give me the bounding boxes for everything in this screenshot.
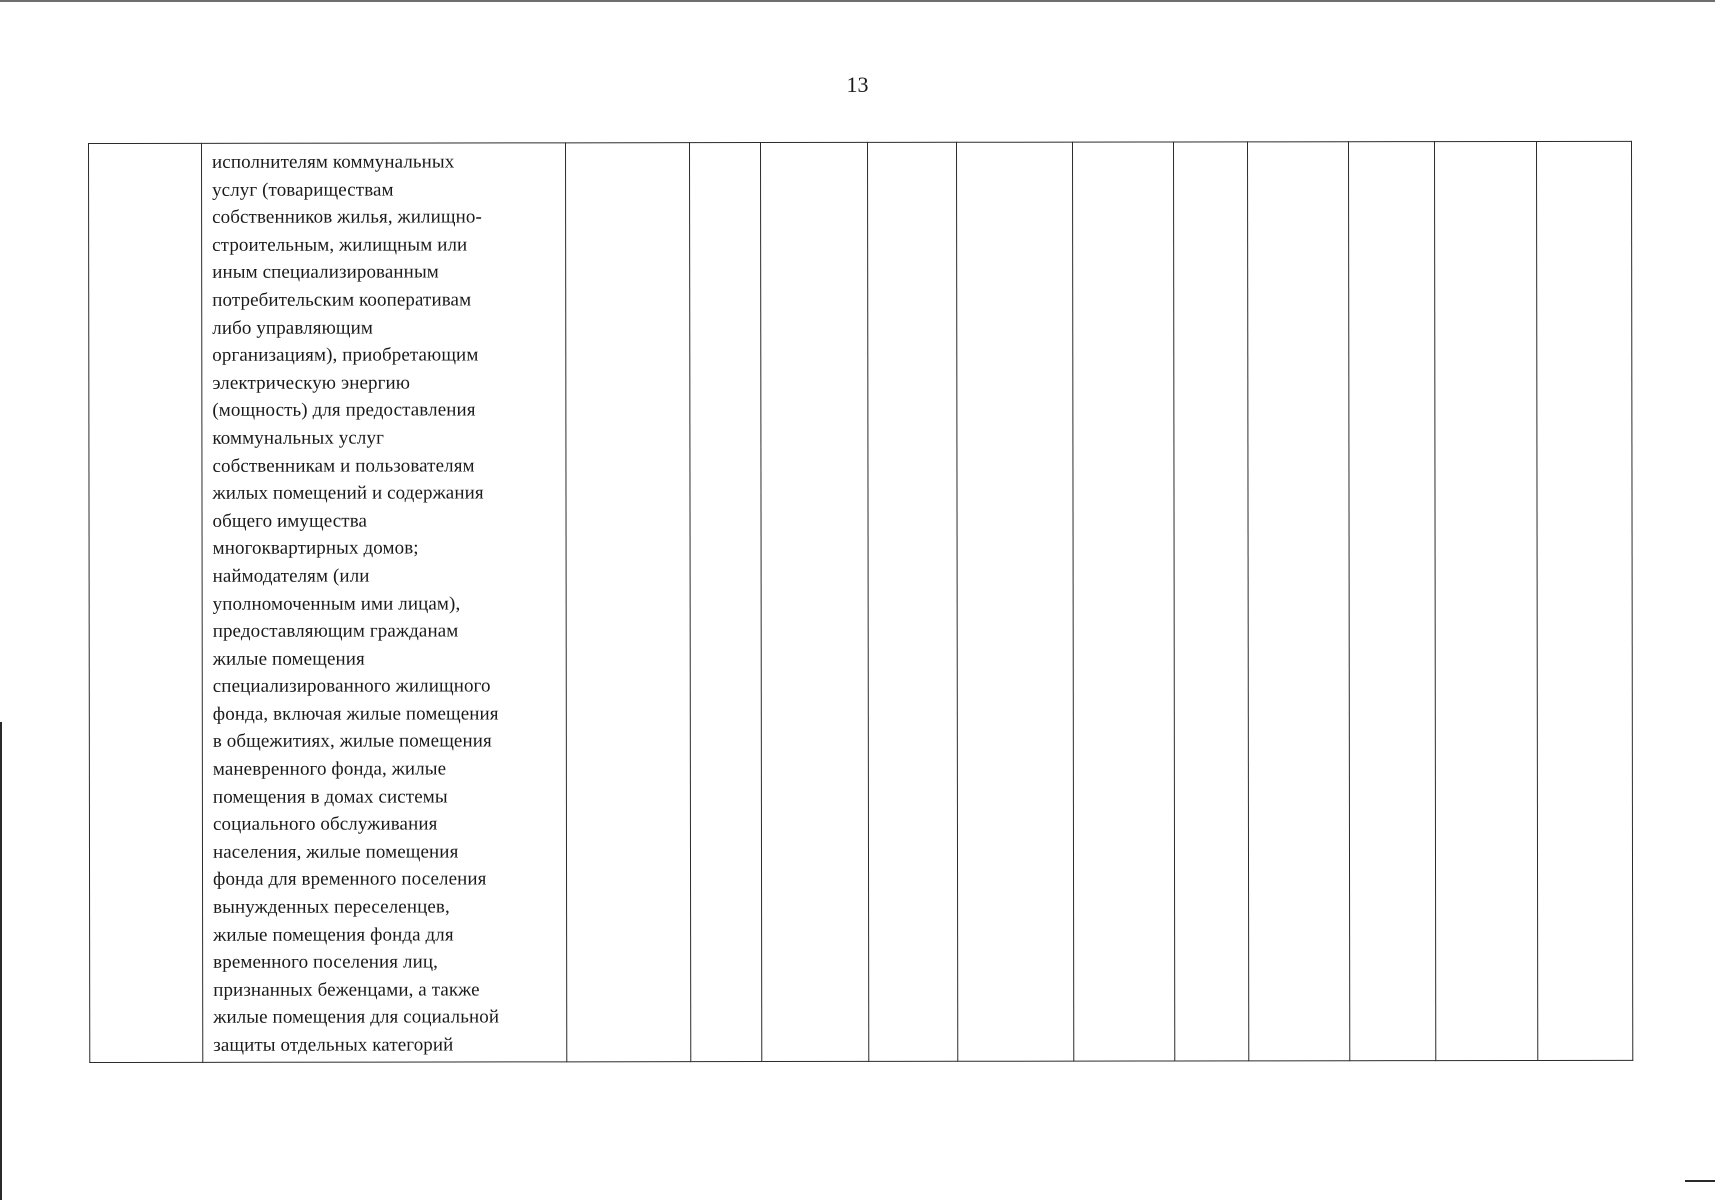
cell-number <box>89 143 203 1062</box>
text-line: в общежитиях, жилые помещения <box>212 730 492 753</box>
tariff-table <box>88 141 1633 1063</box>
cell-empty <box>1072 142 1174 1061</box>
text-line: иным специализированным <box>212 261 439 284</box>
text-line: уполномоченным ими лицам), <box>212 592 461 615</box>
text-line: помещения в домах системы <box>212 786 448 808</box>
table-row <box>89 141 1633 1062</box>
text-line: собственников жилья, жилищно- <box>212 206 482 229</box>
cell-empty <box>1247 142 1349 1061</box>
cell-empty <box>1348 142 1435 1061</box>
cell-empty <box>566 143 691 1062</box>
text-line: фонда для временного поселения <box>213 868 487 891</box>
text-line: строительным, жилищным или <box>212 234 468 256</box>
text-line: фонда, включая жилые помещения <box>212 703 499 725</box>
text-line: признанных беженцами, а также <box>213 979 480 1001</box>
text-line: исполнителям коммунальных <box>212 151 455 173</box>
text-line: либо управляющим <box>212 317 374 339</box>
cell-empty <box>1173 142 1248 1061</box>
cell-empty <box>867 142 957 1061</box>
text-line: услуг (товариществам <box>212 179 394 201</box>
scan-left-edge <box>0 722 2 1200</box>
text-line: жилых помещений и содержания <box>212 482 484 504</box>
text-line: социального обслуживания <box>212 813 438 836</box>
page-number: 13 <box>846 72 869 97</box>
text-line: жилые помещения <box>212 648 365 670</box>
text-line: многоквартирных домов; <box>212 537 419 560</box>
text-line: маневренного фонда, жилые <box>212 758 447 780</box>
text-line: специализированного жилищного <box>212 675 491 698</box>
text-line: населения, жилые помещения <box>212 841 459 863</box>
scan-top-border <box>0 0 1715 2</box>
text-line: потребительским кооперативам <box>212 289 472 311</box>
text-line: собственникам и пользователям <box>212 454 475 477</box>
text-line: коммунальных услуг <box>212 427 384 449</box>
text-line: общего имущества <box>212 510 368 532</box>
text-line: наймодателям (или <box>212 565 370 587</box>
text-line: предоставляющим гражданам <box>212 620 459 642</box>
cell-empty <box>761 142 869 1061</box>
text-line: (мощность) для предоставления <box>212 399 476 422</box>
cell-consumer-category <box>202 143 567 1063</box>
scan-right-mark <box>1685 1180 1715 1182</box>
cell-empty <box>1434 141 1537 1060</box>
text-line: вынужденных переселенцев, <box>213 896 450 918</box>
text-line: жилые помещения фонда для <box>213 924 454 946</box>
cell-empty <box>690 143 762 1062</box>
text-line: временного поселения лиц, <box>213 951 438 974</box>
text-line: организациям), приобретающим <box>212 344 479 366</box>
text-line: защиты отдельных категорий <box>213 1034 454 1056</box>
cell-empty <box>956 142 1073 1061</box>
text-line: электрическую энергию <box>212 372 411 394</box>
cell-empty <box>1536 141 1632 1060</box>
text-line: жилые помещения для социальной <box>213 1006 500 1029</box>
